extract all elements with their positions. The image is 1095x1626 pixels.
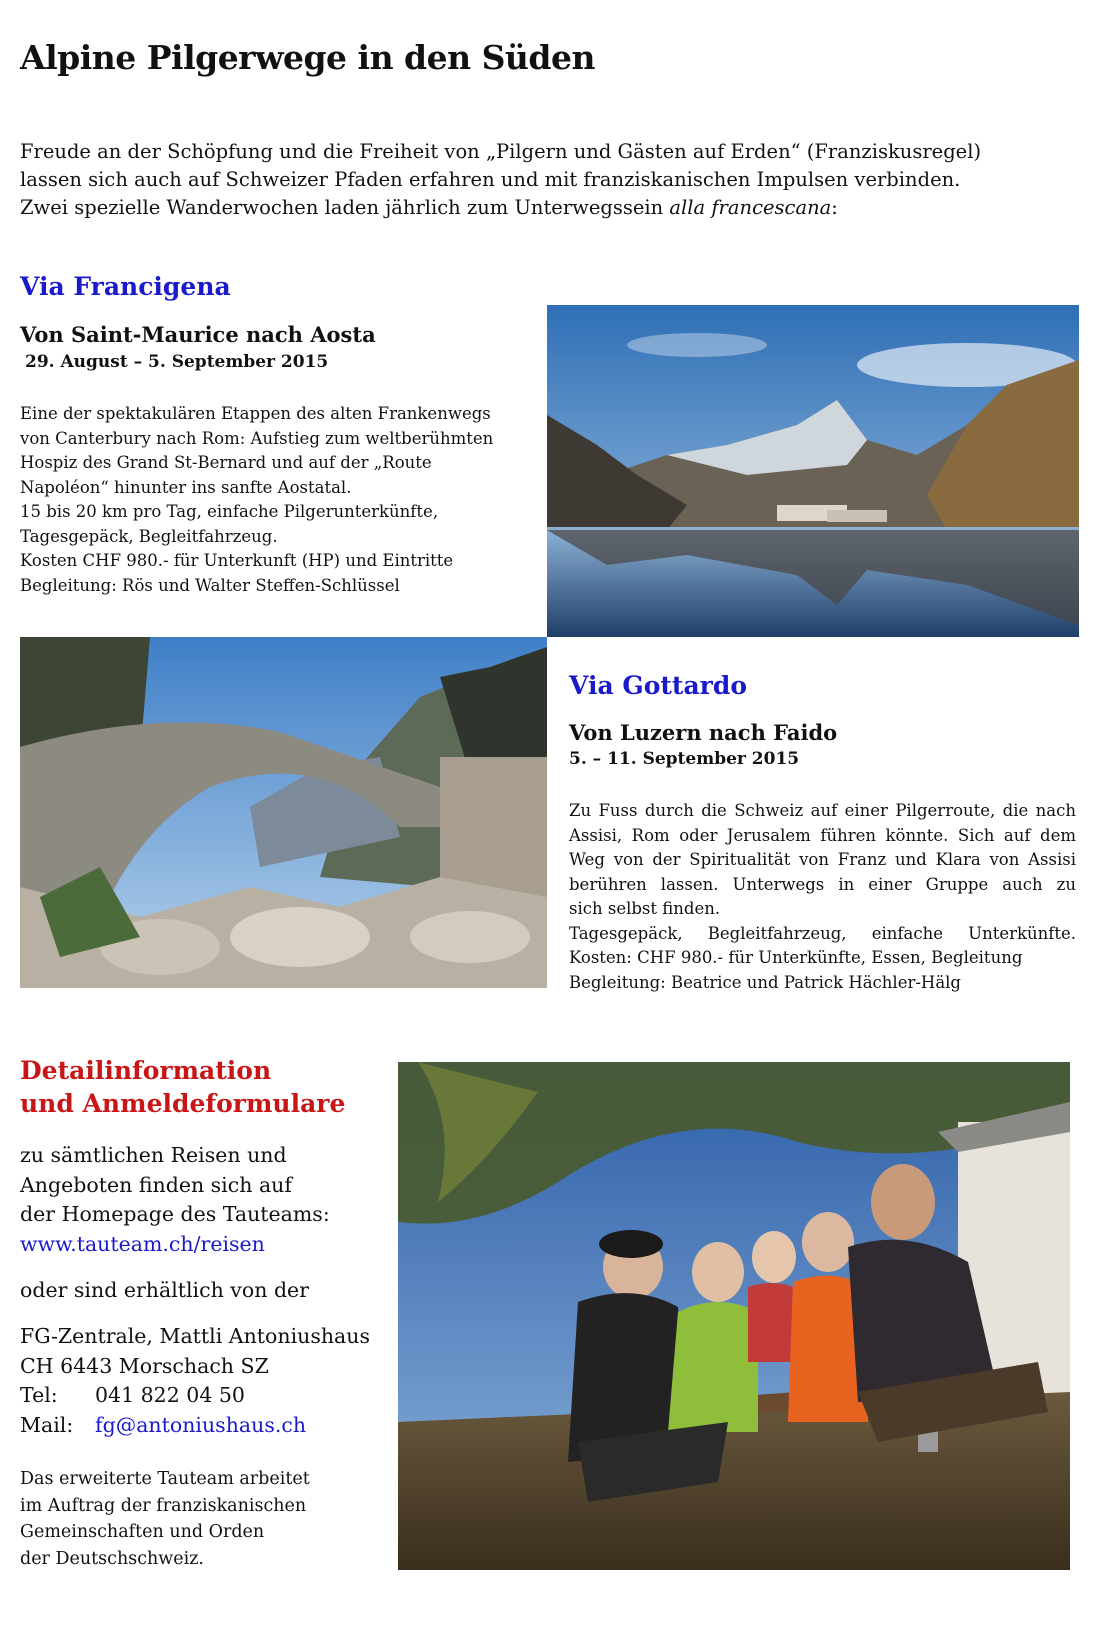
text-line: Weg von der Spiritualität von Franz und Klara von Assisi	[569, 850, 1076, 869]
text-line: Kosten: CHF 980.- für Unterkünfte, Essen, Begleitung	[569, 948, 1023, 967]
text-line: Assisi, Rom oder Jerusalem führen könnte. Sich auf dem	[569, 825, 1076, 845]
homepage-link[interactable]: www.tauteam.ch/reisen	[20, 1231, 265, 1256]
or-line: oder sind erhältlich von der	[20, 1278, 309, 1302]
details-heading-line: und Anmeldeformulare	[20, 1089, 346, 1118]
text-line: Gemeinschaften und Orden	[20, 1522, 265, 1542]
text-line: berühren lassen. Unterwegs in einer Gruppe auch zu	[569, 874, 1076, 894]
address-block	[20, 1322, 370, 1440]
francigena-heading: Via Francigena	[20, 272, 231, 301]
details-text	[20, 1141, 330, 1259]
group-photo	[398, 1062, 1070, 1570]
text-line: von Canterbury nach Rom: Aufstieg zum weltberühmten	[20, 428, 494, 448]
text-line: Napoléon“ hinunter ins sanfte Aostatal.	[20, 477, 352, 497]
stone-bridge-photo	[20, 637, 547, 988]
intro-line: Freude an der Schöpfung und die Freiheit von „Pilgern und Gästen auf Erden“ (Franziskusregel)	[20, 140, 982, 163]
mail-line	[20, 1411, 370, 1441]
text-line: Das erweiterte Tauteam arbeitet	[20, 1469, 310, 1489]
tel-label: Tel:	[20, 1383, 58, 1407]
intro-line: lassen sich auch auf Schweizer Pfaden erfahren und mit franziskanischen Impulsen verbinden.	[20, 168, 961, 191]
intro-paragraph	[20, 138, 1060, 222]
text-line: der Deutschschweiz.	[20, 1548, 204, 1569]
details-heading-line: Detailinformation	[20, 1056, 272, 1085]
text-line: 15 bis 20 km pro Tag, einfache Pilgerunterkünfte,	[20, 502, 439, 521]
intro-line: Zwei spezielle Wanderwochen laden jährlich zum Unterwegssein alla francescana:	[20, 196, 838, 219]
francigena-description	[20, 402, 530, 598]
text-line: Angeboten finden sich auf	[20, 1172, 292, 1197]
text-line: Hospiz des Grand St-Bernard und auf der „Route	[20, 453, 432, 472]
address-line: CH 6443 Morschach SZ	[20, 1353, 269, 1378]
text-line: im Auftrag der franziskanischen	[20, 1495, 307, 1516]
gottardo-description	[569, 799, 1076, 995]
tel-line	[20, 1381, 370, 1411]
text-line: Begleitung: Beatrice und Patrick Hächler-Hälg	[569, 972, 961, 992]
page-title: Alpine Pilgerwege in den Süden	[20, 38, 595, 77]
footer-note	[20, 1466, 310, 1572]
text-line: Kosten CHF 980.- für Unterkunft (HP) und Eintritte	[20, 551, 454, 570]
mail-label: Mail:	[20, 1412, 74, 1437]
francigena-date: 29. August – 5. September 2015	[25, 352, 329, 372]
francigena-subtitle: Von Saint-Maurice nach Aosta	[20, 322, 376, 347]
text-line: Tagesgepäck, Begleitfahrzeug.	[20, 526, 278, 546]
gottardo-subtitle: Von Luzern nach Faido	[569, 720, 838, 745]
tel-value: 041 822 04 50	[95, 1383, 245, 1407]
text-line: zu sämtlichen Reisen und	[20, 1143, 287, 1167]
gottardo-date: 5. – 11. September 2015	[569, 749, 800, 769]
mountain-lake-photo	[547, 305, 1079, 637]
text-line: Zu Fuss durch die Schweiz auf einer Pilgerroute, die nach	[569, 801, 1076, 820]
italic-phrase: alla francescana	[669, 196, 832, 219]
text-line: Tagesgepäck, Begleitfahrzeug, einfache Unterkünfte.	[569, 923, 1076, 943]
text-line: Begleitung: Rös und Walter Steffen-Schlüssel	[20, 575, 400, 595]
text-line: Eine der spektakulären Etappen des alten Frankenwegs	[20, 404, 491, 423]
address-line: FG-Zentrale, Mattli Antoniushaus	[20, 1324, 371, 1348]
details-heading	[20, 1054, 345, 1120]
mail-link[interactable]: fg@antoniushaus.ch	[95, 1412, 307, 1437]
gottardo-heading: Via Gottardo	[569, 671, 748, 700]
text-line: der Homepage des Tauteams:	[20, 1202, 330, 1226]
text-line: sich selbst finden.	[569, 899, 721, 918]
